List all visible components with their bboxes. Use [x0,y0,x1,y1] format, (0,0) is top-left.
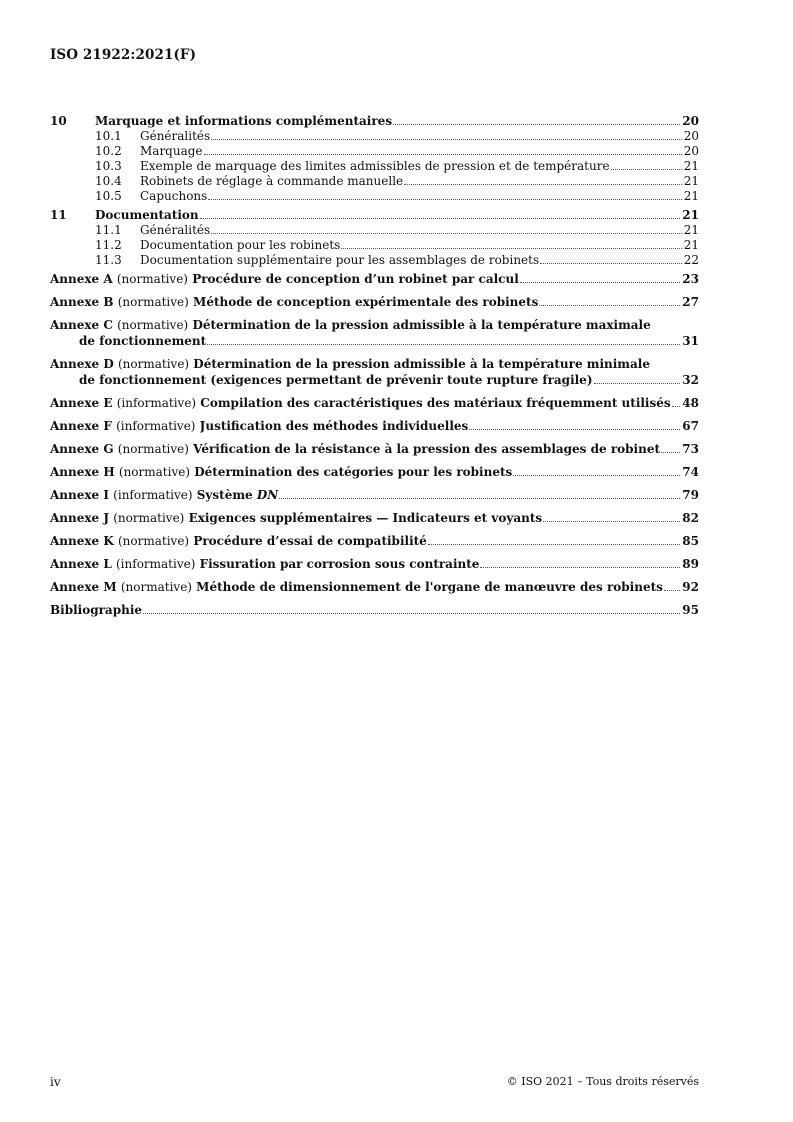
dot-leader [393,124,680,125]
subsection-title: Exemple de marquage des limites admissibles de pression et de température [140,159,610,173]
annex-title: Justification des méthodes individuelles [199,419,469,433]
annex-type: (normative) [117,357,190,371]
subsection-title: Documentation supplémentaire pour les assemblages de robinets [140,253,540,267]
annex-type: (normative) [113,511,185,525]
dot-leader [539,305,680,306]
dot-leader [404,184,682,185]
annex-label: Annexe B [50,295,114,309]
page-number: 67 [682,419,699,433]
page-number: 21 [683,238,699,252]
subsection-title: Capuchons [140,189,208,203]
toc-subsection[interactable] [50,129,699,144]
annex-type: (informative) [113,488,193,502]
toc-subsection[interactable] [50,144,699,159]
toc-bibliography[interactable] [50,602,699,618]
dot-leader [661,452,680,453]
annex-title: Procédure d’essai de compatibilité [193,534,427,548]
annex-title: Méthode de dimensionnement de l'organe de manœuvre des robinets [196,580,663,594]
subsection-title: Documentation pour les robinets [140,238,341,252]
subsection-title: Généralités [140,129,211,143]
page-number: 21 [683,189,699,203]
subsection-number: 10.1 [95,129,122,143]
toc-annex-k[interactable] [50,533,699,549]
page-number: 31 [682,334,699,348]
page-number: 85 [682,534,699,548]
annex-label: Annexe H [50,465,115,479]
toc-subsection[interactable] [50,253,699,268]
toc-annex-g[interactable] [50,441,699,457]
annex-label: Annexe I [50,488,109,502]
dot-leader [428,544,680,545]
page-number: 23 [682,272,699,286]
annex-title: Méthode de conception expérimentale des robinets [193,295,539,309]
toc-subsection[interactable] [50,223,699,238]
subsection-title: Robinets de réglage à commande manuelle [140,174,404,188]
toc-annex-l[interactable] [50,556,699,572]
annex-title: Détermination des catégories pour les robinets [194,465,513,479]
toc-annex-e[interactable] [50,395,699,411]
page-number: 82 [682,511,699,525]
subsection-title: Marquage [140,144,203,158]
page-number: 95 [682,603,699,617]
subsection-number: 10.4 [95,174,122,188]
toc-subsection[interactable] [50,238,699,253]
section-title: Marquage et informations complémentaires [95,114,393,128]
toc-annex-h[interactable] [50,464,699,480]
annex-type: (normative) [117,318,189,332]
dot-leader [480,567,680,568]
dot-leader [211,233,682,234]
dot-leader [200,218,681,219]
toc-subsection[interactable] [50,189,699,204]
section-number: 11 [50,208,67,222]
dot-leader [672,406,681,407]
toc-annex-m[interactable] [50,579,699,595]
annex-title: Système [196,488,253,502]
annex-type: (informative) [116,419,196,433]
dot-leader [664,590,680,591]
annex-label: Annexe E [50,396,113,410]
annex-type: (informative) [116,557,196,571]
toc-annex-f[interactable] [50,418,699,434]
dot-leader [279,498,680,499]
subsection-number: 11.1 [95,223,122,237]
dot-leader [520,282,681,283]
annex-type: (normative) [116,272,188,286]
annex-label: Annexe K [50,534,114,548]
dot-leader [341,248,681,249]
annex-title: Vérification de la résistance à la pression des assemblages de robinet [193,442,660,456]
page-number: 27 [682,295,699,309]
annex-label: Annexe J [50,511,110,525]
annex-type: (normative) [117,534,190,548]
dot-leader [143,613,680,614]
annex-label: Annexe D [50,357,114,371]
page-number: 73 [682,442,699,456]
subsection-number: 10.2 [95,144,122,158]
annex-title: Fissuration par corrosion sous contrainte [199,557,480,571]
page-number: 20 [683,144,699,158]
dot-leader [513,475,680,476]
annex-label: Annexe G [50,442,114,456]
annex-type: (normative) [117,442,189,456]
page-number: 48 [682,396,699,410]
page-number: 22 [683,253,699,267]
page-number: 79 [682,488,699,502]
toc-annex-d[interactable] [50,356,699,388]
dot-leader [611,169,682,170]
toc-annex-c[interactable] [50,317,699,349]
annex-title: Procédure de conception d’un robinet par calcul [192,272,519,286]
annex-title-italic: DN [256,488,279,502]
document-id: ISO 21922:2021(F) [50,47,197,63]
bibliography-title: Bibliographie [50,603,143,617]
annex-label: Annexe C [50,318,113,332]
page-number: 20 [682,114,699,128]
toc-section-10[interactable] [50,113,699,129]
annex-title: Compilation des caractéristiques des matériaux fréquemment utilisés [200,396,671,410]
toc-annex-i[interactable] [50,487,699,503]
toc-subsection[interactable] [50,159,699,174]
annex-type: (informative) [116,396,197,410]
table-of-contents [50,113,699,618]
page-number: 21 [682,208,699,222]
annex-title: Détermination de la pression admissible à la température maximale [192,318,651,332]
subsection-number: 11.3 [95,253,122,267]
page-number: 32 [682,373,699,387]
subsection-number: 10.5 [95,189,122,203]
annex-type: (normative) [118,465,191,479]
subsection-number: 10.3 [95,159,122,173]
dot-leader [204,154,682,155]
annex-label: Annexe F [50,419,112,433]
page-number: 89 [682,557,699,571]
dot-leader [469,429,680,430]
annex-title: Détermination de la pression admissible à la température minimale [193,357,650,371]
annex-label: Annexe L [50,557,112,571]
annex-label: Annexe M [50,580,117,594]
annex-title: Exigences supplémentaires — Indicateurs et voyants [188,511,543,525]
annex-title-continued: de fonctionnement (exigences permettant de prévenir toute rupture fragile) [79,373,593,387]
page-number: 21 [683,223,699,237]
subsection-title: Généralités [140,223,211,237]
annex-type: (normative) [117,295,189,309]
dot-leader [208,199,681,200]
annex-title-continued: de fonctionnement [79,334,207,348]
dot-leader [543,521,680,522]
page-number: 21 [683,174,699,188]
toc-annex-b[interactable] [50,294,699,310]
dot-leader [207,344,680,345]
toc-subsection[interactable] [50,174,699,189]
subsection-number: 11.2 [95,238,122,252]
toc-annex-a[interactable] [50,271,699,287]
page-number: 20 [683,129,699,143]
page-number: 21 [683,159,699,173]
footer-page-number: iv [50,1075,61,1089]
section-number: 10 [50,114,67,128]
dot-leader [540,263,682,264]
section-title: Documentation [95,208,199,222]
page-number: 74 [682,465,699,479]
toc-section-11[interactable] [50,207,699,223]
dot-leader [594,383,681,384]
toc-annex-j[interactable] [50,510,699,526]
annex-label: Annexe A [50,272,113,286]
page-number: 92 [682,580,699,594]
footer-copyright: © ISO 2021 – Tous droits réservés [506,1075,699,1088]
dot-leader [211,139,682,140]
annex-type: (normative) [120,580,192,594]
